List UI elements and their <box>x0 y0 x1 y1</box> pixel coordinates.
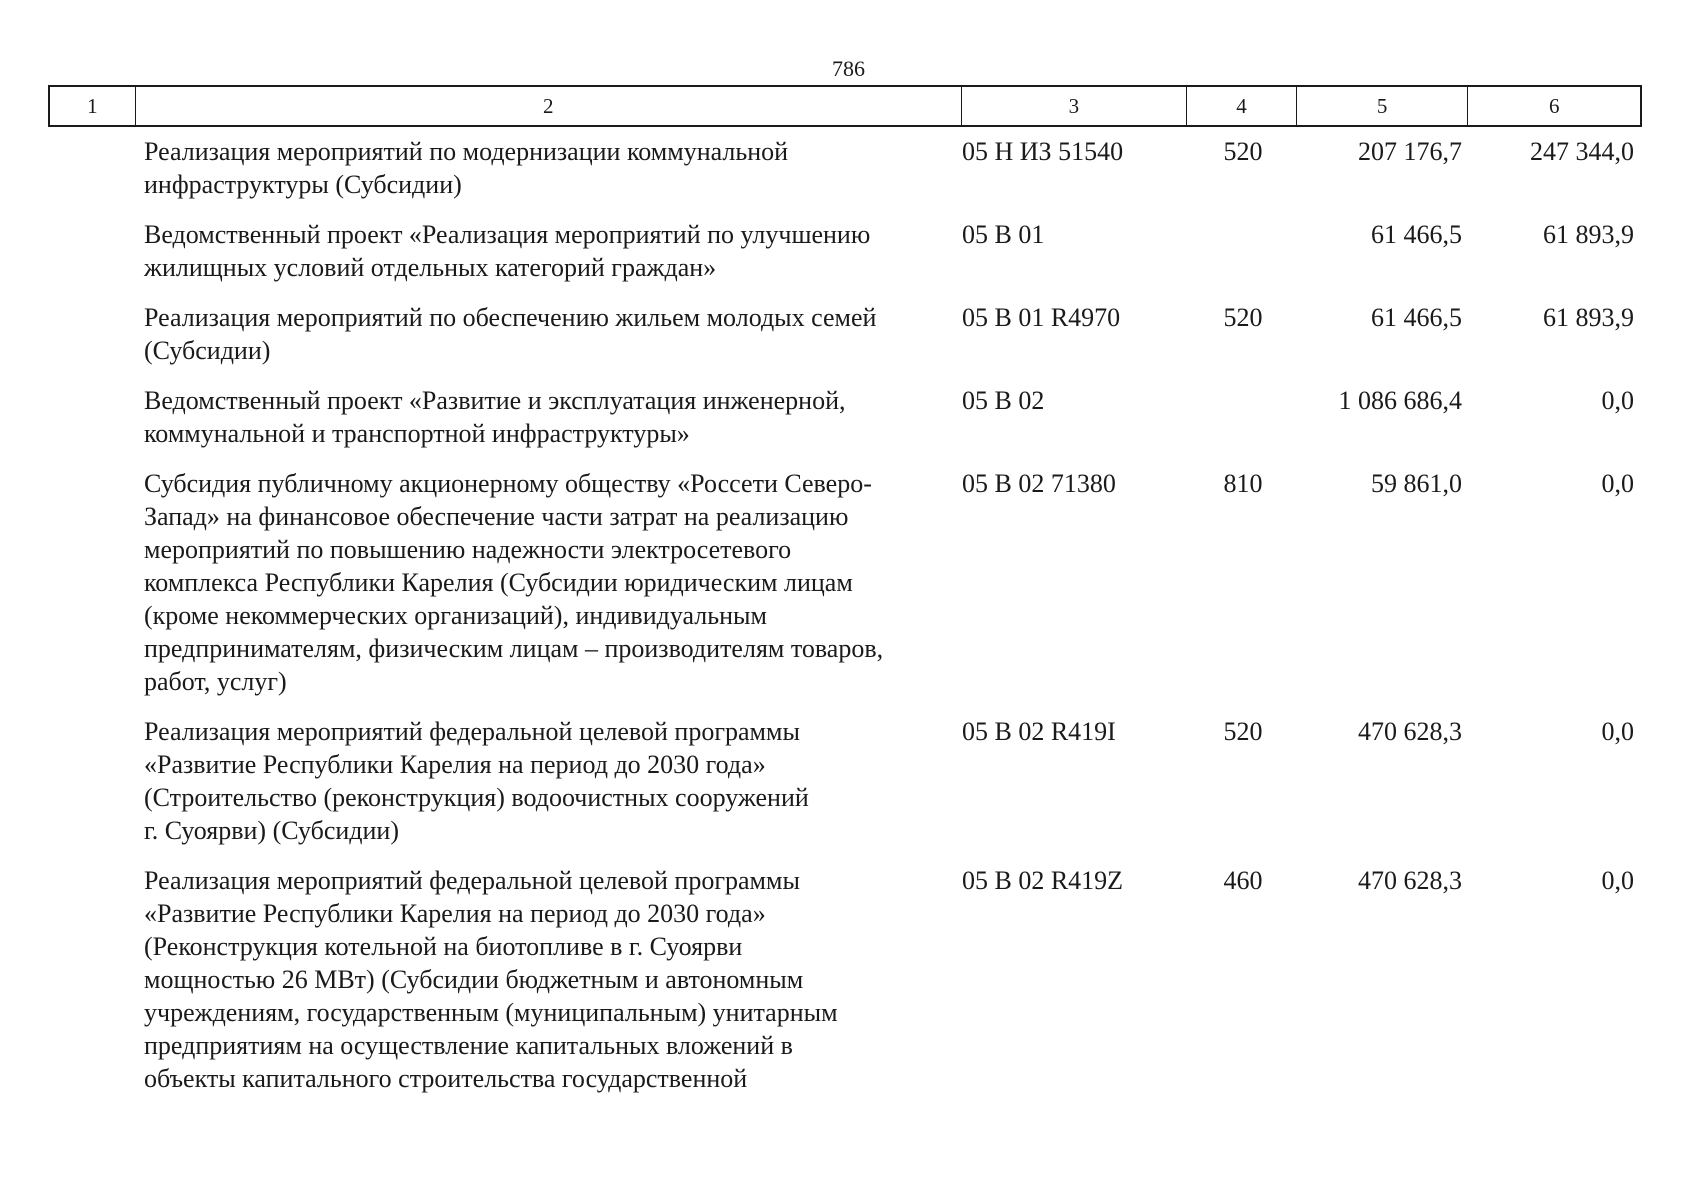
header-cell-3: 3 <box>962 87 1187 125</box>
header-cell-1: 1 <box>50 87 136 125</box>
table-body <box>48 135 1642 1095</box>
table-row <box>48 301 1642 367</box>
table-row <box>48 864 1642 1095</box>
row-expense-type: 520 <box>1223 717 1263 746</box>
row-amount-col6: 0,0 <box>1601 469 1634 498</box>
row-code: 05 В 02 R419Z <box>962 866 1124 895</box>
page-number: 786 <box>832 56 865 81</box>
row-expense-type <box>1188 384 1298 450</box>
header-cell-2: 2 <box>136 87 962 125</box>
row-name: Ведомственный проект «Реализация мероприятий по улучшению жилищных условий отдельных категорий граждан» <box>144 220 871 282</box>
row-code: 05 В 01 R4970 <box>962 303 1121 332</box>
row-amount-col6: 0,0 <box>1601 386 1634 415</box>
row-amount-col6: 0,0 <box>1601 866 1634 895</box>
row-amount-col5: 61 466,5 <box>1371 220 1462 249</box>
row-amount-col5: 61 466,5 <box>1371 303 1462 332</box>
row-amount-col6: 61 893,9 <box>1543 220 1634 249</box>
table-row <box>48 384 1642 450</box>
budget-table <box>48 85 1642 1112</box>
table-row <box>48 715 1642 847</box>
row-amount-col5: 470 628,3 <box>1358 866 1462 895</box>
row-code: 05 В 02 71380 <box>962 469 1116 498</box>
row-amount-col5: 1 086 686,4 <box>1338 386 1462 415</box>
row-expense-type <box>1188 218 1298 284</box>
row-expense-type: 520 <box>1223 137 1263 166</box>
row-name: Реализация мероприятий федеральной целевой программы «Развитие Республики Карелия на период до 2030 года» (Реконструкция котельной на биотопливе в г. Суоярви мощностью 26 МВт) (Субсидии бюджетным и автономным учреждениям, государственным (муниципальным) унитарным предприятиям на осуществление капитальных вложений в объекты капитального строительства государственной <box>144 866 838 1093</box>
row-name: Субсидия публичному акционерному обществу «Россети Северо- Запад» на финансовое обеспечение части затрат на реализацию мероприятий по повышению надежности электросетевого комплекса Республики Карелия (Субсидии юридическим лицам (кроме некоммерческих организаций), индивидуальным предпринимателям, физическим лицам – производителям товаров, работ, услуг) <box>144 469 884 696</box>
header-cell-4: 4 <box>1187 87 1297 125</box>
row-name: Ведомственный проект «Развитие и эксплуатация инженерной, коммунальной и транспортной инфраструктуры» <box>144 386 846 448</box>
header-cell-5: 5 <box>1297 87 1469 125</box>
row-code: 05 В 01 <box>962 220 1045 249</box>
row-expense-type: 520 <box>1223 303 1263 332</box>
row-code: 05 Н ИЗ 51540 <box>962 137 1124 166</box>
row-code: 05 В 02 <box>962 386 1045 415</box>
row-expense-type: 460 <box>1223 866 1263 895</box>
table-row <box>48 218 1642 284</box>
row-amount-col6: 247 344,0 <box>1530 137 1634 166</box>
header-cell-6: 6 <box>1548 93 1560 118</box>
table-row <box>48 467 1642 698</box>
row-name: Реализация мероприятий федеральной целевой программы «Развитие Республики Карелия на период до 2030 года» (Строительство (реконструкция) водоочистных сооружений г. Суоярви) (Субсидии) <box>144 717 809 845</box>
row-code: 05 В 02 R419I <box>962 717 1116 746</box>
row-amount-col5: 470 628,3 <box>1358 717 1462 746</box>
row-amount-col6: 0,0 <box>1601 717 1634 746</box>
row-name: Реализация мероприятий по обеспечению жильем молодых семей (Субсидии) <box>144 303 877 365</box>
row-name: Реализация мероприятий по модернизации коммунальной инфраструктуры (Субсидии) <box>144 137 789 199</box>
table-header <box>48 85 1642 127</box>
row-amount-col6: 61 893,9 <box>1543 303 1634 332</box>
table-row <box>48 135 1642 201</box>
row-amount-col5: 59 861,0 <box>1371 469 1462 498</box>
row-expense-type: 810 <box>1223 469 1263 498</box>
row-amount-col5: 207 176,7 <box>1358 137 1462 166</box>
